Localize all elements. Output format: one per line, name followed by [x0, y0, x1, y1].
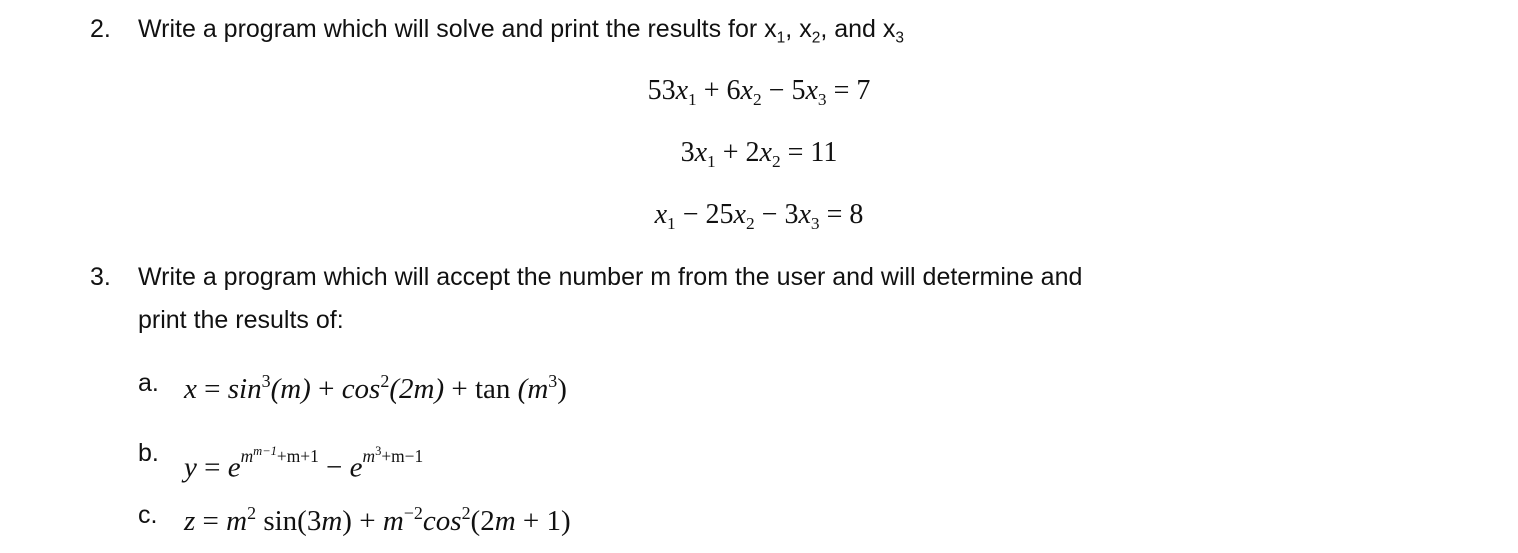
exponent: 2 — [380, 371, 390, 391]
variable: m — [321, 504, 343, 537]
term: − 25 — [675, 199, 734, 230]
exponent: 2 — [247, 503, 257, 523]
item-letter: b. — [138, 439, 159, 467]
exponent-rest: +m−1 — [381, 445, 424, 466]
argument: + 1) — [515, 504, 571, 537]
question-text: print the results of: — [138, 306, 344, 334]
subscript: 2 — [745, 214, 755, 234]
function-name: cos — [422, 504, 462, 537]
exponent — [241, 446, 319, 466]
nested-exponent: 3 — [375, 444, 382, 458]
term: − 3 — [754, 199, 799, 230]
subscript: 1 — [667, 214, 676, 234]
operator: ) + — [342, 504, 383, 537]
variable: x — [733, 199, 746, 230]
exponent-base: m — [362, 445, 376, 466]
exponent-rest: +m+1 — [276, 445, 319, 466]
argument: (m) — [270, 372, 311, 405]
variable: x — [694, 137, 708, 168]
exponent-base: m — [240, 445, 254, 466]
argument: (2m) — [389, 372, 445, 405]
variable: m — [226, 504, 248, 537]
variable: x — [805, 75, 818, 106]
exponential-base: e — [349, 451, 363, 484]
variable: y — [184, 451, 197, 484]
nested-exponent: m−1 — [253, 444, 277, 458]
variable: x — [759, 137, 772, 168]
exponent: 3 — [261, 371, 271, 391]
coefficient: 53 — [647, 75, 676, 106]
equation-2 — [0, 136, 1518, 179]
variable: x — [740, 75, 753, 106]
variable: m — [494, 504, 516, 537]
function-name: cos — [341, 372, 381, 405]
operator: − — [318, 451, 350, 484]
operator: + tan — [444, 372, 518, 405]
term: + 2 — [715, 137, 760, 168]
variable: x — [184, 372, 197, 405]
exponent: −2 — [403, 503, 423, 523]
formula-a — [184, 364, 567, 406]
equals: = — [196, 451, 228, 484]
variable: m — [382, 504, 404, 537]
exponent — [363, 446, 424, 466]
question-text — [138, 14, 904, 53]
function-name: sin — [227, 372, 262, 405]
formula-c — [184, 496, 571, 538]
subscript: 1 — [707, 152, 716, 172]
question-text-part: , x — [785, 15, 812, 43]
exponent: 2 — [461, 503, 471, 523]
right-hand-side: = 7 — [826, 75, 871, 106]
question-text: Write a program which will accept the number m from the user and will determine and — [138, 263, 1083, 291]
term: − 5 — [761, 75, 806, 106]
argument: (m — [517, 372, 549, 405]
equation-3 — [0, 198, 1518, 241]
exponential-base: e — [227, 451, 241, 484]
item-letter: c. — [138, 501, 158, 529]
subscript: 2 — [811, 29, 821, 47]
function-call: sin(3 — [256, 504, 322, 537]
argument: (2 — [470, 504, 495, 537]
question-number: 3. — [90, 263, 111, 291]
coefficient: 3 — [680, 137, 695, 168]
subscript: 2 — [752, 90, 762, 110]
subscript: 1 — [776, 29, 786, 47]
question-text-part: , and x — [820, 15, 896, 43]
question-text-part: Write a program which will solve and print the results for x — [138, 15, 777, 43]
equation-1 — [0, 74, 1518, 117]
variable: x — [654, 199, 668, 230]
subscript: 1 — [688, 90, 697, 110]
right-hand-side: = 8 — [819, 199, 864, 230]
formula-b — [184, 434, 423, 485]
question-number: 2. — [90, 15, 111, 43]
equals: = — [196, 372, 228, 405]
term: + 6 — [696, 75, 741, 106]
subscript: 2 — [771, 152, 781, 172]
exponent: 3 — [548, 371, 558, 391]
equals: = — [195, 504, 227, 537]
variable: x — [798, 199, 811, 230]
argument: ) — [557, 372, 567, 405]
right-hand-side: = 11 — [780, 137, 838, 168]
operator: + — [310, 372, 342, 405]
subscript: 3 — [810, 214, 820, 234]
subscript: 3 — [895, 29, 905, 47]
variable: x — [675, 75, 689, 106]
item-letter: a. — [138, 369, 159, 397]
variable: z — [184, 504, 196, 537]
subscript: 3 — [817, 90, 827, 110]
